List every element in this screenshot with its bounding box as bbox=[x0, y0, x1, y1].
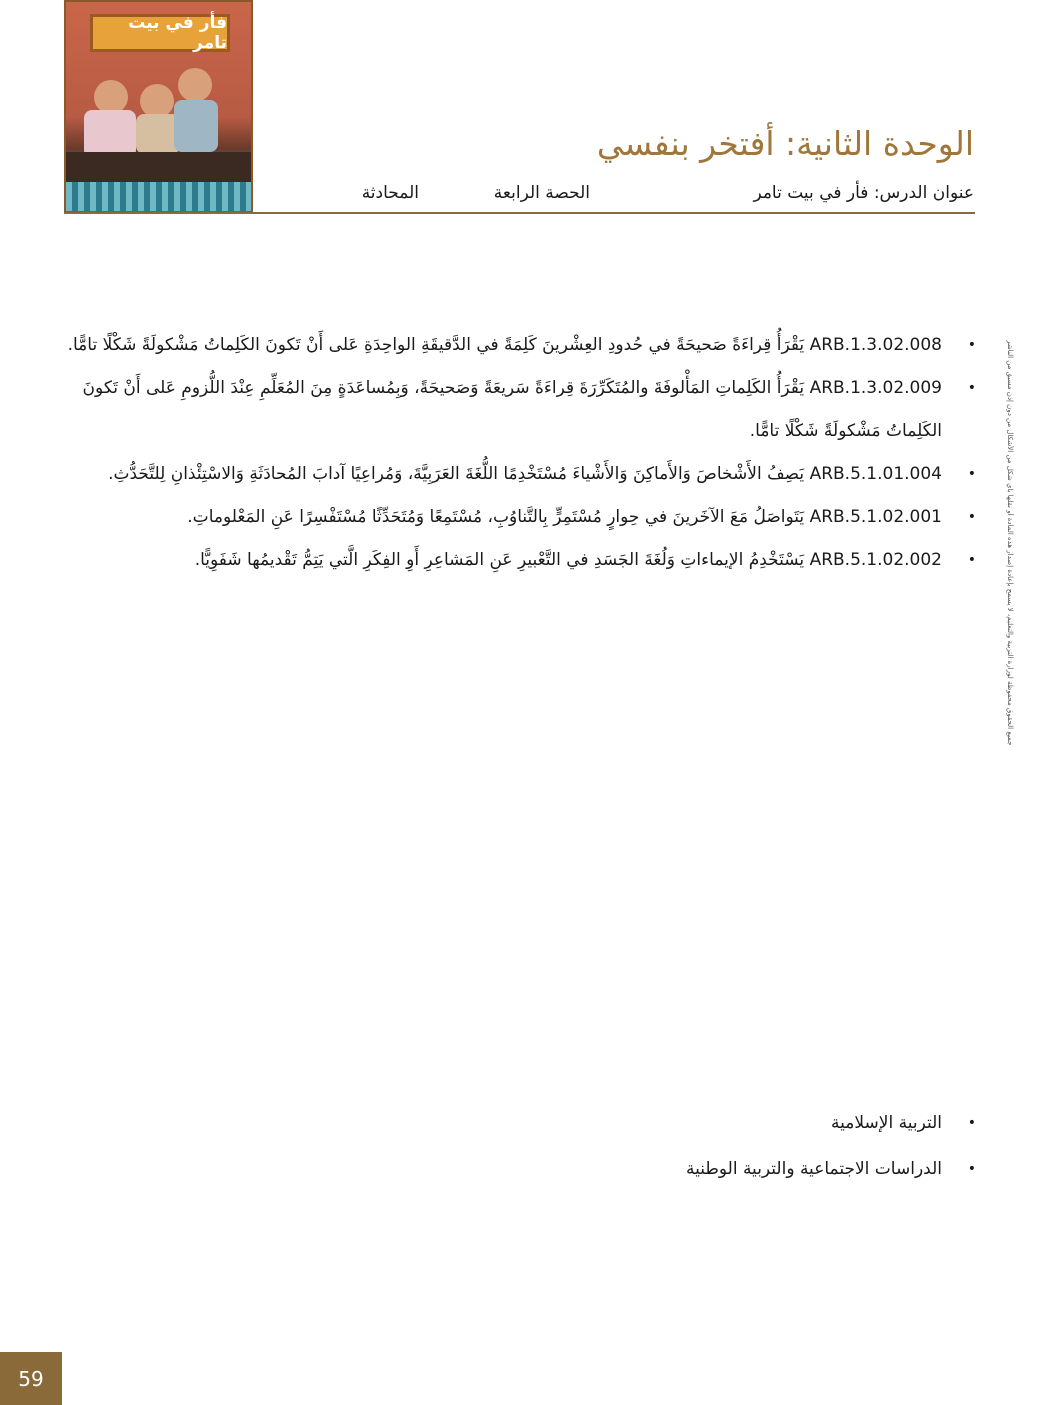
doll-girl-head bbox=[94, 80, 128, 114]
bullet-icon: • bbox=[967, 466, 976, 482]
bullet-icon: • bbox=[967, 337, 976, 353]
bullet-icon: • bbox=[967, 552, 976, 568]
sofa bbox=[66, 152, 253, 182]
outcome-text: يَسْتَخْدِمُ الإيماءاتِ وَلُغَةَ الجَسَدِ في التَّعْبيرِ عَنِ المَشاعِرِ أَوِ الفِكَرِ الَّتي يَتِمُّ تَقْديمُها شَفَوِيًّا. bbox=[194, 550, 805, 570]
outcome-item bbox=[66, 324, 976, 367]
outcome-item bbox=[66, 539, 976, 582]
copyright-side-note: جميع الحقوق محفوظة لوزارة التربية والتعليم، لا يسمح بإعادة إصدار هذه المادة أو نقلها بأي شكل من الأشكال من دون إذن مسبق من الناشر bbox=[1006, 340, 1014, 746]
outcome-text: يَقْرَأُ قِراءَةً صَحيحَةً في حُدودِ العِشْرينَ كَلِمَةً في الدَّقيقَةِ الواحِدَةِ عَلى أَنْ تَكونَ الكَلِماتُ مَشْكولَةً شَكْلًا تامًّا. bbox=[67, 335, 805, 355]
lesson-period: الحصة الرابعة bbox=[493, 183, 590, 203]
doll-boy-head bbox=[178, 68, 212, 102]
doll-girl-dress bbox=[84, 110, 136, 158]
subject-text: الدراسات الاجتماعية والتربية الوطنية bbox=[685, 1159, 942, 1179]
outcome-code: ARB.5.1.02.001 bbox=[809, 507, 942, 527]
doll-middle-head bbox=[140, 84, 174, 118]
outcome-text: يَتَواصَلُ مَعَ الآخَرينَ في حِوارٍ مُسْتَمِرٍّ بِالتَّناوُبِ، مُسْتَمِعًا وَمُتَحَدِّثًا مُسْتَفْسِرًا عَنِ المَعْلوماتِ. bbox=[187, 507, 805, 527]
subject-text: التربية الإسلامية bbox=[831, 1113, 942, 1133]
subject-item bbox=[686, 1146, 976, 1192]
bullet-icon: • bbox=[967, 1115, 976, 1131]
outcome-code: ARB.5.1.02.002 bbox=[809, 550, 942, 570]
cover-title: فأر في بيت تامر bbox=[90, 14, 230, 52]
unit-title: الوحدة الثانية: أفتخر بنفسي bbox=[596, 124, 974, 163]
lesson-title: عنوان الدرس: فأر في بيت تامر bbox=[753, 183, 974, 203]
rug bbox=[66, 182, 253, 213]
doll-boy-body bbox=[174, 100, 218, 152]
bullet-icon: • bbox=[967, 509, 976, 525]
subject-item bbox=[686, 1100, 976, 1146]
outcome-text: يَقْرَأُ الكَلِماتِ المَأْلوفَةَ والمُتَكَرِّرَةَ قِراءَةً سَريعَةً وَصَحيحَةً، وَبِمُساعَدَةٍ مِنَ المُعَلِّمِ عِنْدَ اللُّزومِ عَلى أَنْ تَكونَ الكَلِماتُ مَشْكولَةً شَكْلًا تامًّا. bbox=[82, 378, 942, 441]
learning-outcomes-list bbox=[66, 324, 976, 582]
outcome-code: ARB.1.3.02.008 bbox=[809, 335, 942, 355]
book-cover-image bbox=[64, 0, 253, 213]
header-divider bbox=[64, 212, 975, 214]
bullet-icon: • bbox=[967, 1161, 976, 1177]
lesson-activity: المحادثة bbox=[361, 183, 419, 203]
bullet-icon: • bbox=[967, 380, 976, 396]
outcome-code: ARB.5.1.01.004 bbox=[809, 464, 942, 484]
outcome-code: ARB.1.3.02.009 bbox=[809, 378, 942, 398]
outcome-text: يَصِفُ الأَشْخاصَ وَالأَماكِنَ وَالأَشْياءَ مُسْتَخْدِمًا اللُّغَةَ العَرَبِيَّةَ، وَمُراعِيًا آدابَ المُحادَثَةِ وَالاسْتِئْذانِ لِلتَّحَدُّثِ. bbox=[108, 464, 805, 484]
outcome-item bbox=[66, 367, 976, 453]
outcome-item bbox=[66, 496, 976, 539]
related-subjects-list bbox=[686, 1100, 976, 1192]
page-number: 59 bbox=[0, 1352, 62, 1405]
outcome-item bbox=[66, 453, 976, 496]
